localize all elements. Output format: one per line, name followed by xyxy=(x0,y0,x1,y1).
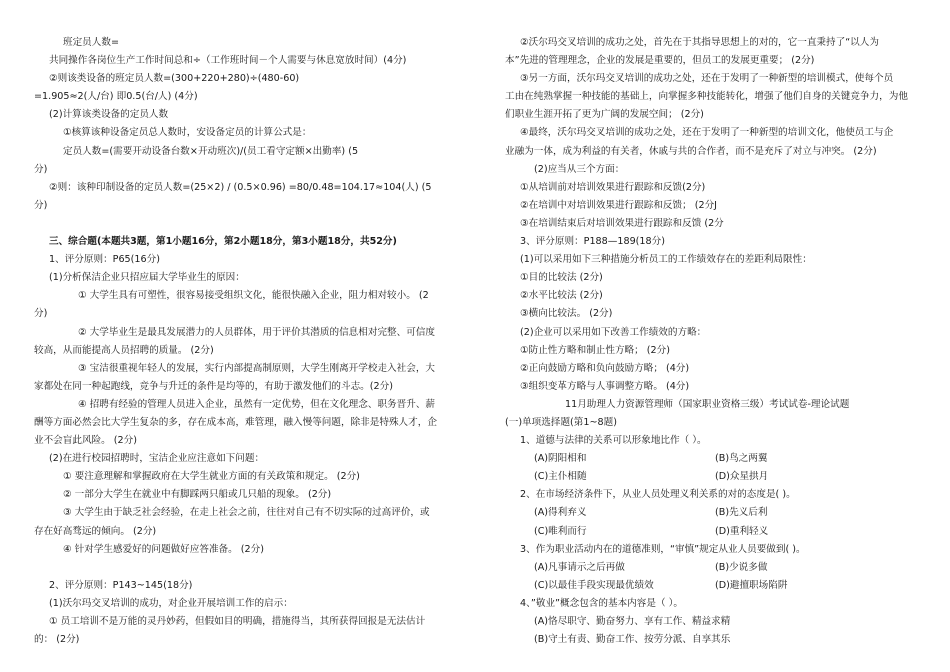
question-stem: 2、在市场经济条件下，从业人员处理义利关系的对的态度是( )。 xyxy=(520,489,796,501)
text-line: ②沃尔玛交叉培训的成功之处，首先在于其指导思想上的对的，它一直秉持了“以人为 xyxy=(520,37,879,48)
option-text: (D)重利轻义 xyxy=(715,525,769,537)
option-text: (B)少说多做 xyxy=(715,561,768,573)
option-text: (B)先义后利 xyxy=(715,507,768,519)
text-line: ③ 宝洁很重视年轻人的发展，实行内部提高制原则，大学生刚离开学校走入社会，大 xyxy=(78,362,436,374)
text-line: ② 一部分大学生在就业中有脚踩两只船或几只船的现象。 (2分) xyxy=(63,489,332,501)
text-line: ②则：该种印制设备的定员人数=(25×2) / (0.5×0.96) =80/0.48=104.17≈104(人) (5 xyxy=(49,181,432,193)
option-text: (C)唯利而行 xyxy=(534,525,587,537)
question-stem: 3、作为职业活动内在的道德准则，“审慎”规定从业人员要做到( )。 xyxy=(520,543,806,555)
text-line: ①防止性方略和制止性方略； (2分) xyxy=(520,344,670,356)
text-line: 分) xyxy=(34,308,48,320)
option-row xyxy=(505,468,923,486)
text-line: 的： (2分) xyxy=(34,634,80,646)
text-line: (2)在进行校园招聘时，宝洁企业应注意如下问题： xyxy=(49,453,265,465)
section-title: 三、综合题(本题共3题，第1小题16分，第2小题18分，第3小题18分，共52分) xyxy=(49,236,397,248)
text-line: ③在培训结束后对培训效果进行跟踪和反馈 (2分 xyxy=(520,217,724,229)
option-row xyxy=(505,504,923,522)
text-line: ②则该类设备的班定员人数=(300+220+280)÷(480-60) xyxy=(49,73,300,85)
text-line: ②正向鼓励方略和负向鼓励方略； (4分) xyxy=(520,362,690,374)
text-line: ④ 招聘有经验的管理人员进入企业，虽然有一定优势，但在文化理念、职务晋升、薪 xyxy=(78,398,436,410)
option-text: (B)鸟之两翼 xyxy=(715,453,768,465)
option-row xyxy=(505,577,923,595)
spacer xyxy=(34,559,452,577)
answer-continuation xyxy=(505,34,923,396)
text-line: 家都处在同一种起跑线，竞争与升迁的条件是均等的，有助于激发他们的斗志。(2分) xyxy=(34,380,393,392)
text-line: 定员人数=(需要开动设备台数×开动班次)/(员工看守定额×出勤率) (5 xyxy=(63,145,359,157)
text-line: 班定员人数= xyxy=(63,37,120,48)
text-line: ② 大学毕业生是最具发展潜力的人员群体，用于评价其潜质的信息相对完整、可信度 xyxy=(78,326,436,338)
section-heading: (一)单项选择题(第1~8题) xyxy=(505,416,617,428)
text-line: 3、评分原则：P188—189(18分) xyxy=(520,236,665,248)
right-column xyxy=(505,34,923,649)
text-line: 本”先进的管理理念，企业的发展是重要的，但员工的发展更重要； (2分) xyxy=(505,55,815,67)
text-line: (1)沃尔玛交叉培训的成功，对企业开展培训工作的启示： xyxy=(49,597,293,609)
option-text: (B)守土有责、勤奋工作、按劳分派、自享其乐 xyxy=(534,634,731,646)
text-line: ③ 大学生由于缺乏社会经验，在走上社会之前，往往对自己有不切实际的过高评价，或 xyxy=(63,507,430,519)
text-line: ①从培训前对培训效果进行跟踪和反馈(2分) xyxy=(520,181,706,193)
text-line: ③横向比较法。 (2分) xyxy=(520,308,613,320)
option-text: (C)主仆相随 xyxy=(534,471,587,483)
option-row xyxy=(505,631,923,649)
option-row xyxy=(505,613,923,631)
text-line: ③另一方面，沃尔玛交叉培训的成功之处，还在于发明了一种新型的培训模式，使每个员 xyxy=(520,73,894,85)
text-line: ④最终，沃尔玛交叉培训的成功之处，还在于发明了一种新型的培训文化，他使员工与企 xyxy=(520,127,894,139)
text-line: 分) xyxy=(34,199,48,211)
text-line: =1.905≈2(人/台) 即0.5(台/人) (4分) xyxy=(34,91,198,103)
option-text: (A)凡事请示之后再做 xyxy=(534,561,625,573)
text-line: ① 要注意理解和掌握政府在大学生就业方面的有关政策和规定。 (2分) xyxy=(63,471,360,483)
spacer xyxy=(34,215,452,233)
exam-title: 11月助理人力资源管理师（国家职业资格三级）考试试卷-理论试题 xyxy=(565,398,850,410)
option-text: (A)恪尽职守、勤奋努力、享有工作、精益求精 xyxy=(534,616,731,627)
text-line: ②在培训中对培训效果进行跟踪和反馈； (2分J xyxy=(520,199,718,211)
question-list xyxy=(505,432,923,649)
text-line: 酬等方面必然会比大学生复杂的多，存在成本高，难管理，融入慢等问题，除非是特殊人才，企 xyxy=(34,416,437,428)
text-line: 存在好高骛远的倾向。 (2分) xyxy=(34,525,157,537)
text-line: (2)计算该类设备的定员人数 xyxy=(49,109,169,121)
option-row xyxy=(505,559,923,577)
text-line: (1)分析保洁企业只招应届大学毕业生的原因： xyxy=(49,272,245,284)
option-text: (A)阴阳相和 xyxy=(534,453,587,465)
option-row xyxy=(505,450,923,468)
text-line: ① 员工培训不是万能的灵丹妙药，但假如目的明确，措施得当，其所获得回报是无法估计 xyxy=(49,616,426,627)
text-line: 们职业生涯开拓了更为广阔的发展空间； (2分) xyxy=(505,109,704,121)
text-line: 业融为一体，成为利益的有关者，休戚与共的合作者，而不是充斥了对立与冲突。 (2分) xyxy=(505,145,877,157)
text-line: 分) xyxy=(34,163,48,175)
text-line: ① 大学生具有可塑性，很容易接受组织文化，能很快融入企业，阻力相对较小。 (2 xyxy=(78,290,429,302)
text-line: 工由在纯熟掌握一种技能的基础上，向掌握多种技能转化，增强了他们自身的关键竞争力，为他 xyxy=(505,91,908,103)
option-text: (D)众星拱月 xyxy=(715,471,769,483)
option-text: (A)得利弃义 xyxy=(534,507,587,519)
question-stem: 4、”敬业”概念包含的基本内容是（ ）。 xyxy=(520,597,683,609)
text-line: 共同操作各岗位生产工作时间总和÷（工作班时间－个人需要与休息宽放时间）(4分) xyxy=(49,55,407,67)
left-column xyxy=(34,34,452,649)
text-line: (2)企业可以采用如下改善工作绩效的方略： xyxy=(520,326,707,338)
text-line: (2)应当从三个方面： xyxy=(534,163,625,175)
text-line: 较高，从而能提高人员招聘的质量。 (2分) xyxy=(34,344,214,356)
text-line: ④ 针对学生感爱好的问题做好应答准备。 (2分) xyxy=(63,543,264,555)
text-line: 1、评分原则：P65(16分) xyxy=(49,254,160,266)
text-line: ③组织变革方略与人事调整方略。 (4分) xyxy=(520,380,690,392)
text-line: (1)可以采用如下三种措施分析员工的工作绩效存在的差距利局限性： xyxy=(520,254,812,266)
option-text: (D)避擅职场陷阱 xyxy=(715,579,788,591)
text-line: 2、评分原则：P143~145(18分) xyxy=(49,579,193,591)
text-line: ②水平比较法 (2分) xyxy=(520,290,603,302)
option-text: (C)以最佳手段实现最优绩效 xyxy=(534,579,654,591)
text-line: ①目的比较法 (2分) xyxy=(520,272,603,284)
text-line: ①核算该种设备定员总人数时，安设备定员的计算公式是： xyxy=(63,127,312,139)
question-stem: 1、道德与法律的关系可以形象地比作（ ）。 xyxy=(520,435,707,447)
option-row xyxy=(505,523,923,541)
text-line: 业不会盲此风险。 (2分) xyxy=(34,435,137,447)
